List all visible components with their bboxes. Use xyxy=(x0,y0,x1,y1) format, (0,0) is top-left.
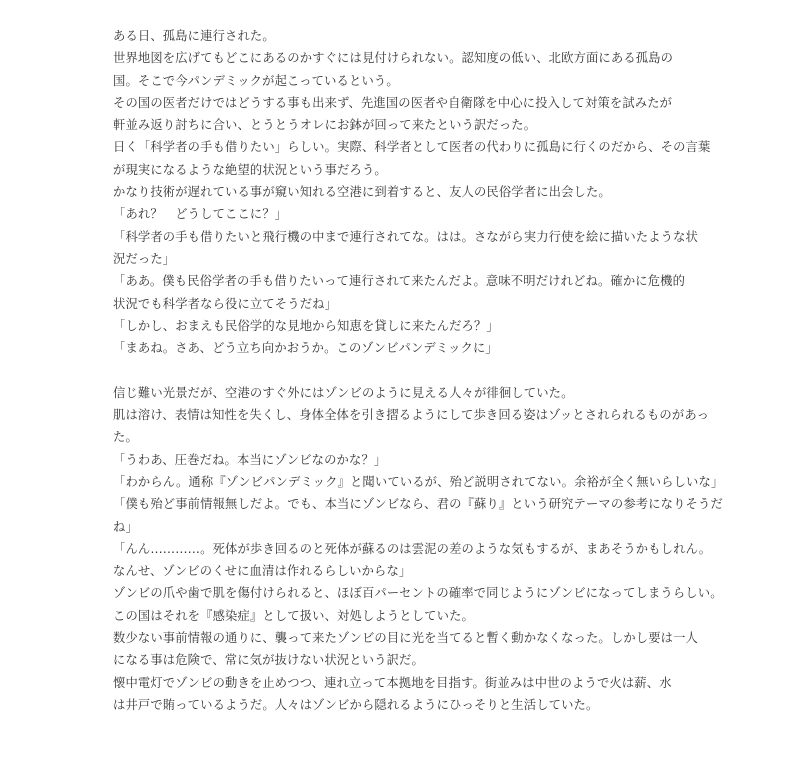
text-line: 軒並み返り討ちに合い、とうとうオレにお鉢が回って来たという訳だった。 xyxy=(113,118,537,133)
story-text xyxy=(113,25,785,716)
text-line: た。 xyxy=(113,430,138,445)
dialogue-line: 「まあね。さあ、どう立ち向かおうか。このゾンビパンデミックに」 xyxy=(113,341,498,356)
dialogue-line: 「僕も殆ど事前情報無しだよ。でも、本当にゾンビなら、君の『蘇り』という研究テーマの参考になりそうだ xyxy=(113,497,723,512)
text-line: ゾンビの爪や歯で肌を傷付けられると、ほぼ百パーセントの確率で同じようにゾンビになってしまうらしい。 xyxy=(113,586,723,601)
dialogue-line: 状況でも科学者なら役に立てそうだね」 xyxy=(113,296,338,311)
dialogue-line: 「あれ？ どうしてここに？」 xyxy=(113,207,288,222)
dialogue-line: 「ああ。僕も民俗学者の手も借りたいって連行されて来たんだよ。意味不明だけれどね。確かに危機的 xyxy=(113,274,686,289)
text-line: 懐中電灯でゾンビの動きを止めつつ、連れ立って本拠地を目指す。街並みは中世のようで火は薪、水 xyxy=(113,675,672,690)
dialogue-line: 況だった」 xyxy=(113,251,176,266)
text-line: ある日、孤島に連行された。 xyxy=(113,29,275,43)
text-line: その国の医者だけではどうする事も出来ず、先進国の医者や自衛隊を中心に投入して対策を試みたが xyxy=(113,95,673,110)
dialogue-line: 「しかし、おまえも民俗学的な見地から知恵を貸しに来たんだろ？」 xyxy=(113,318,499,333)
dialogue-line: なんせ、ゾンビのくせに血清は作れるらしいからな」 xyxy=(113,564,412,579)
paragraph-break xyxy=(113,359,785,381)
text-line: 信じ難い光景だが、空港のすぐ外にはゾンビのように見える人々が徘徊していた。 xyxy=(113,385,574,400)
text-line: 数少ない事前情報の通りに、襲って来たゾンビの目に光を当てると暫く動かなくなった。しかし要は一人 xyxy=(113,631,699,646)
dialogue-line: 「わからん。通称『ゾンビパンデミック』と聞いているが、殆ど説明されてない。余裕が全く無いらしいな」 xyxy=(113,474,724,489)
text-line: 日く「科学者の手も借りたい」らしい。実際、科学者として医者の代わりに孤島に行くのだから、その言葉 xyxy=(113,140,711,155)
text-line: 国。そこで今パンデミックが起こっているという。 xyxy=(113,73,399,88)
dialogue-line: 「科学者の手も借りたいと飛行機の中まで連行されてな。はは。さながら実力行使を絵に描いたような状 xyxy=(113,229,699,244)
dialogue-line: 「うわあ、圧巻だね。本当にゾンビなのかな？」 xyxy=(113,452,387,467)
text-line: かなり技術が遅れている事が窺い知れる空港に到着すると、友人の民俗学者に出会した。 xyxy=(113,185,611,200)
dialogue-line: 「んん…………。死体が歩き回るのと死体が蘇るのは雲泥の差のような気もするが、まあそうかもしれん。 xyxy=(113,541,712,556)
text-line: 世界地図を広げてもどこにあるのかすぐには見付けられない。認知度の低い、北欧方面にある孤島の xyxy=(113,51,674,66)
text-line: が現実になるような絶望的状況という事だろう。 xyxy=(113,162,387,177)
text-line: 肌は溶け、表情は知性を失くし、身体全体を引き摺るようにして歩き回る姿はゾッとされられるものがあっ xyxy=(113,408,710,423)
text-line: は井戸で賄っているようだ。人々はゾンビから隠れるようにひっそりと生活していた。 xyxy=(113,697,599,712)
dialogue-line: ね」 xyxy=(113,519,138,534)
text-line: になる事は危険で、常に気が抜けない状況という訳だ。 xyxy=(113,653,424,668)
text-line: この国はそれを『感染症』として扱い、対処しようとしていた。 xyxy=(113,608,474,623)
